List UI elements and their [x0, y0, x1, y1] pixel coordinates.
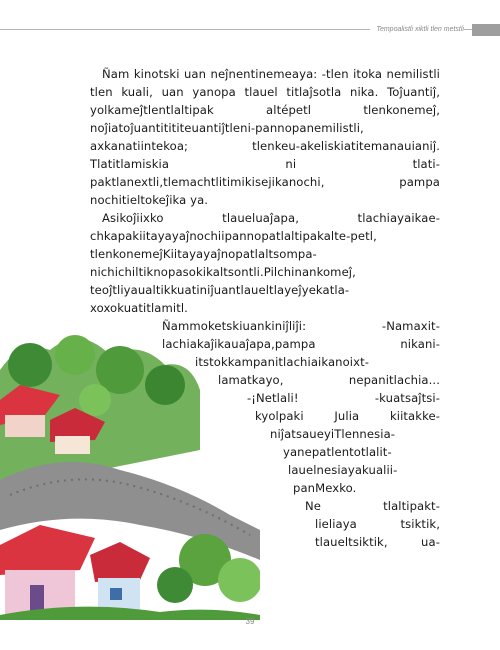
text-line: lauelnesiayakualii- [288, 463, 398, 477]
paragraph: Ñam kinotski uan neĵnentinemeaya: -tlen itoka nemilistli tlen kuali, uan yanopa tlauel titlaĵsotla nika. Toĵuantiĵ, yolkameĵtlentlaltipak altépetl tlenkonemeĵ, noĵiatoĵuantitititeuantiĵtleni-pannopanemilistli, axkanatiintekoa; tlenkeu-akeliskiatitemanauianiĵ. Tlatitlamiskia ni tlati-paktlanextli,tlemachtlitimikisejikanochi, pampa nochitieltokeĵika ya. [90, 67, 440, 207]
text-line: yanepatlentotlalit- [283, 445, 392, 459]
body-text [90, 65, 440, 551]
running-header [0, 23, 500, 37]
house-wall [5, 415, 45, 437]
bush [8, 343, 52, 387]
text-line: -¡Netlali! -kuatsaĵtsi- [247, 391, 440, 405]
text-line: panMexko. [293, 481, 357, 495]
text-line: kyolpaki Julia kiitakke- [255, 409, 440, 423]
text-line: niĵatsaueyiTlennesia- [270, 427, 396, 441]
text-line: lamatkayo, nepanitlachia... [218, 373, 440, 387]
text-line: lieliaya tsiktik, [315, 517, 440, 531]
bush [218, 558, 260, 602]
text-line: tlaueltsiktik, ua- [315, 535, 440, 549]
house-roof [0, 525, 95, 575]
house-wall [55, 436, 90, 454]
bush [55, 335, 95, 375]
text-line: lachiakaĵikauaĵapa,pampa nikani- [162, 337, 440, 351]
text-line: Ne tlaltipakt- [305, 499, 440, 513]
house-window [110, 588, 122, 600]
text-line: itstokkampanitlachiaikanoixt- [195, 355, 370, 369]
wrapped-paragraph [90, 317, 440, 551]
text-line: Ñammoketskiuankiniĵliĵi: -Namaxit- [162, 319, 440, 333]
page-number: 39 [245, 617, 255, 626]
bush [157, 567, 193, 603]
paragraph: Asikoĵiixko tlaueluaĵapa, tlachiayaikae-chkapakiitayayaĵnochiipannopatlaltipakalte-petl, tlenkonemeĵKiitayayaĵnopatlaltsompa-nichichiltiknopasokikaltsontli.Pilchinankomeĵ, teoĵtliyaualtikkuatiniĵuantlaueltlayeĵyekatla-xoxokuatitlamitl. [90, 211, 440, 315]
running-title: Tempoalistli xiktli tlen metstli [370, 23, 464, 37]
header-tab-marker [472, 24, 500, 36]
